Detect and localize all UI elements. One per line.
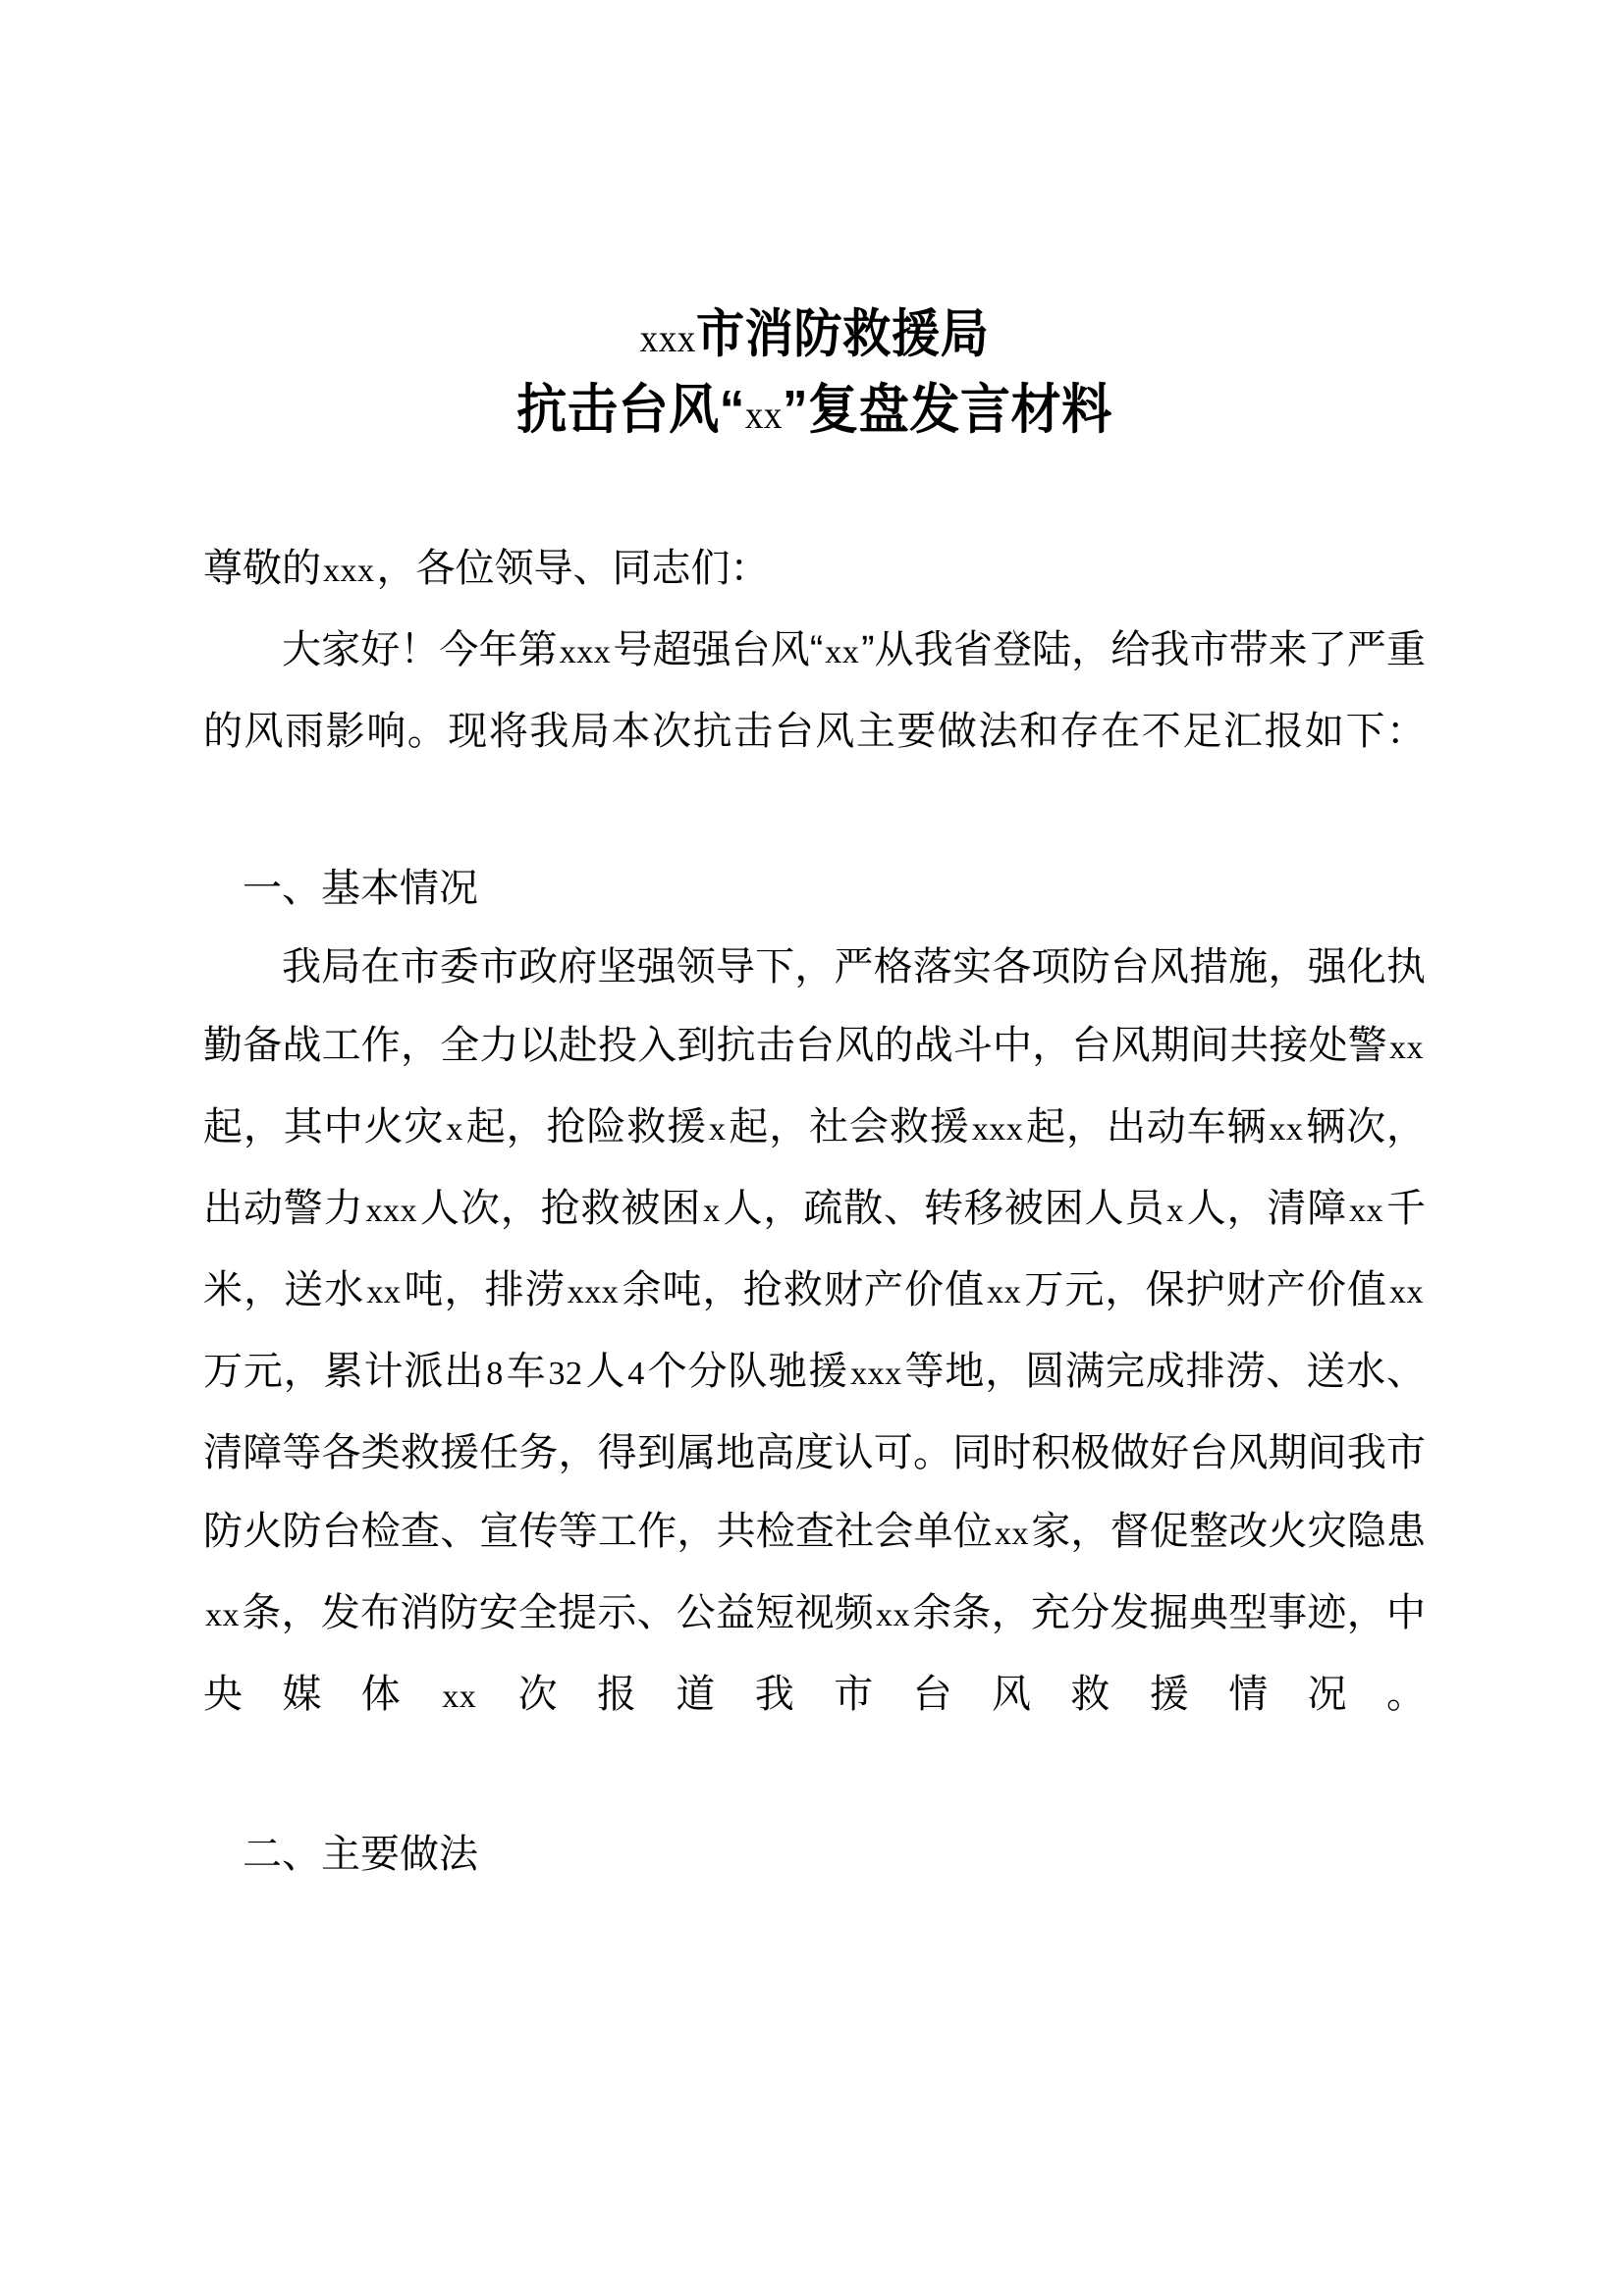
section1-run-32: 个分队驰援 [646, 1350, 849, 1393]
section1-run-27: 8 [486, 1356, 504, 1392]
section1-run-36: 家，督促整改火灾隐患 [1031, 1510, 1426, 1553]
section1-run-16: 人，清障 [1185, 1187, 1348, 1230]
salutation-before: 尊敬的 [203, 547, 321, 590]
section1-run-7: xxx [971, 1111, 1024, 1148]
section1-run-17: xx [1349, 1193, 1384, 1229]
section1-run-2: 起，其中火灾 [203, 1105, 445, 1148]
opening-paragraph [203, 611, 1426, 849]
section1-run-24: 万元，保护财产价值 [1023, 1268, 1388, 1311]
document-body [203, 529, 1426, 1894]
section1-run-29: 32 [548, 1356, 583, 1392]
title-line-1-text: 市消防救援局 [695, 305, 990, 363]
title-line-2 [246, 374, 1383, 451]
section1-run-12: 人次，抢救被困 [419, 1187, 702, 1230]
opening-run-1: xxx [559, 634, 612, 670]
title-line-1-latin: xxx [639, 316, 696, 360]
section1-run-42: 次报道我市台风救援情况。 [478, 1673, 1427, 1716]
section1-run-34: 等地，圆满完成排涝、送水、清障等各类救援任务，得到属地高度认可。同时积极做好台风期间我市防火防台检查、宣传等工作，共检查社会单位 [203, 1350, 1427, 1553]
section1-run-19: xx [366, 1274, 402, 1310]
title-quote-open: “ [719, 379, 745, 440]
document-content [203, 0, 1426, 1894]
section1-run-37: xx [205, 1597, 240, 1633]
section1-run-0: 我局在市委市政府坚强领导下，严格落实各项防台风措施，强化执勤备战工作，全力以赴投入到抗击台风的战斗中，台风期间共接处警 [203, 945, 1426, 1067]
section-1-paragraph [203, 928, 1426, 1815]
title-quote-close: ” [782, 379, 808, 440]
section-heading-2: 二、主要做法 [243, 1833, 478, 1876]
section1-run-23: xx [987, 1274, 1022, 1310]
section1-run-30: 人 [584, 1350, 626, 1393]
section1-run-41: xx [442, 1679, 477, 1715]
title-line-1 [246, 299, 1383, 374]
opening-run-3: xx [825, 634, 860, 670]
section1-run-6: 起，社会救援 [728, 1105, 970, 1148]
section1-run-15: x [1166, 1193, 1184, 1229]
section1-run-8: 起，出动车辆 [1025, 1105, 1268, 1148]
section1-run-5: x [709, 1111, 727, 1148]
section1-run-11: xxx [365, 1193, 418, 1229]
title-line-2-latin: xx [744, 393, 783, 437]
section1-run-31: 4 [627, 1356, 645, 1392]
salutation-latin: xxx [323, 553, 375, 589]
document-title [203, 299, 1426, 451]
section1-run-40: 余条，充分发掘典型事迹，中央媒体 [203, 1591, 1427, 1716]
section1-run-26: 万元，累计派出 [203, 1350, 485, 1393]
section1-run-21: xxx [567, 1274, 620, 1310]
section1-run-10: 辆次，出动警力 [203, 1105, 1427, 1230]
opening-run-2: 号超强台风“ [613, 628, 824, 671]
section1-run-3: x [446, 1111, 463, 1148]
section1-run-35: xx [995, 1516, 1029, 1552]
section1-run-14: 人，疏散、转移被困人员 [722, 1187, 1165, 1230]
salutation-after: ，各位领导、同志们： [376, 547, 770, 590]
section1-run-39: xx [875, 1597, 910, 1633]
section-heading-1: 一、基本情况 [243, 867, 478, 910]
title-line-2-part-b: 复盘发言材料 [807, 379, 1112, 440]
section1-run-20: 吨，排涝 [403, 1268, 566, 1311]
section1-run-9: xx [1269, 1111, 1304, 1148]
section1-run-13: x [703, 1193, 721, 1229]
section1-run-33: xxx [850, 1356, 902, 1392]
section1-run-18: 千米，送水 [203, 1187, 1427, 1311]
section1-run-38: 条，发布消防安全提示、公益短视频 [242, 1591, 874, 1634]
section1-run-4: 起，抢险救援 [464, 1105, 707, 1148]
opening-run-0: 大家好！今年第 [282, 628, 558, 671]
salutation-paragraph [203, 529, 1426, 611]
section1-run-28: 车 [505, 1350, 547, 1393]
title-line-2-part-a: 抗击台风 [516, 379, 720, 440]
section1-run-1: xx [1389, 1030, 1424, 1066]
opening-run-4: ”从我省登陆，给我市带来了严重的风雨影响。现将我局本次抗击台风主要做法和存在不足汇报如下： [203, 628, 1426, 753]
section1-run-22: 余吨，抢救财产价值 [621, 1268, 986, 1311]
section1-run-25: xx [1389, 1274, 1425, 1310]
